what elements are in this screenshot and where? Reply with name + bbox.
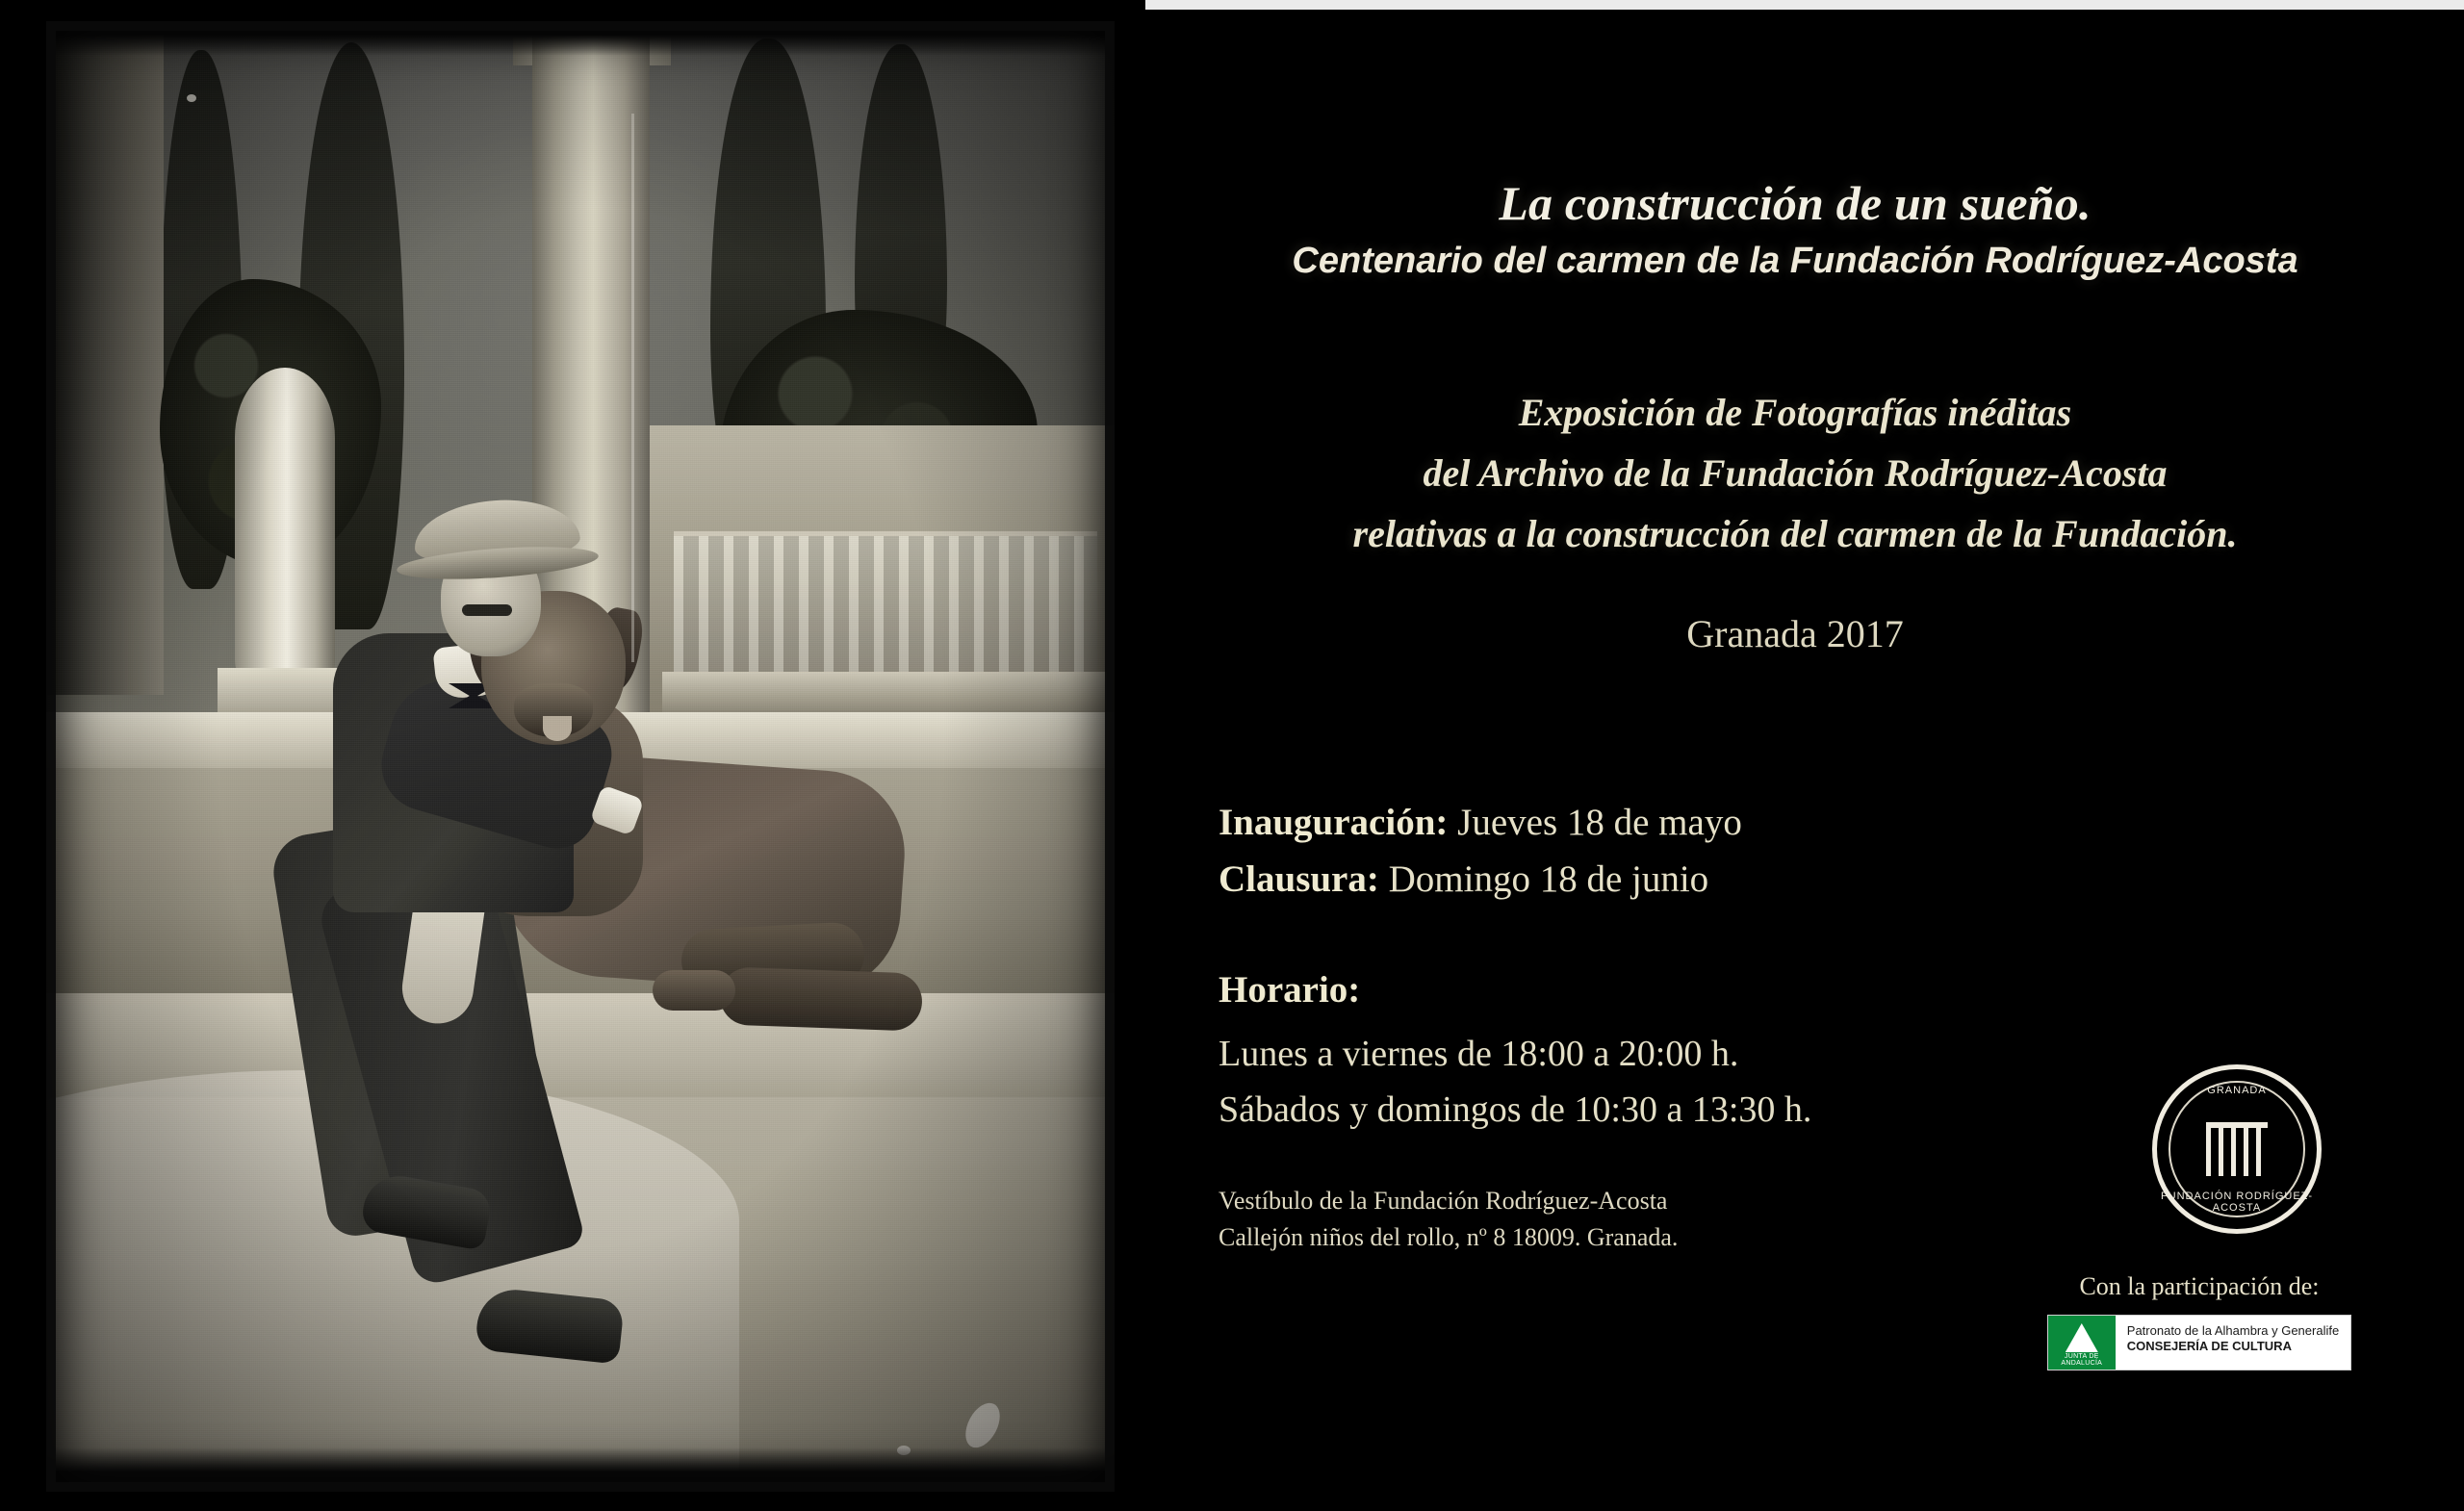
- relief-base: [662, 672, 1107, 714]
- opening-date-row: [1219, 801, 2406, 844]
- closing-date-label: Clausura:: [1219, 858, 1379, 901]
- page-title: La construcción de un sueño.: [1499, 176, 2092, 230]
- description-line: relativas a la construcción del carmen de la Fundación.: [1352, 511, 2238, 555]
- dates-block: [1184, 801, 2406, 901]
- emulsion-edge-top: [46, 21, 1115, 56]
- text-pane: [1145, 0, 2464, 1511]
- plate-defect: [187, 94, 196, 102]
- garden-wall: [46, 21, 164, 695]
- dog-tongue: [543, 716, 572, 741]
- hours-title: Horario:: [1219, 969, 1361, 1012]
- plate-scratch: [631, 114, 634, 662]
- page-subtitle: Centenario del carmen de la Fundación Rodríguez-Acosta: [1292, 241, 2298, 281]
- junta-mark-text: JUNTA DE ANDALUCÍA: [2061, 1353, 2103, 1367]
- opening-date-value: Jueves 18 de mayo: [1457, 802, 1742, 844]
- venue-line: Vestíbulo de la Fundación Rodríguez-Acosta: [1219, 1187, 1668, 1216]
- opening-date-label: Inauguración:: [1219, 802, 1449, 844]
- seal-bottom-text: FUNDACIÓN RODRÍGUEZ-ACOSTA: [2160, 1191, 2314, 1214]
- top-edge-strip: [1145, 0, 2464, 10]
- patronato-line: Patronato de la Alhambra y Generalife: [2126, 1323, 2340, 1338]
- closing-date-value: Domingo 18 de junio: [1388, 858, 1709, 901]
- participation-label: Con la participación de:: [2079, 1272, 2320, 1300]
- participation-block: [1992, 1272, 2406, 1370]
- photo-pane: [0, 0, 1145, 1511]
- hours-line-weekday: Lunes a viernes de 18:00 a 20:00 h.: [1219, 1034, 1739, 1075]
- marble-statue: [235, 368, 335, 685]
- foundation-seal-icon: [2152, 1064, 2322, 1234]
- hours-line-weekend: Sábados y domingos de 10:30 a 13:30 h.: [1219, 1089, 1812, 1131]
- emulsion-edge-bottom: [46, 1447, 1115, 1492]
- seal-top-text: GRANADA: [2207, 1085, 2267, 1096]
- photo-scene: [46, 21, 1115, 1492]
- description-line: del Archivo de la Fundación Rodríguez-Acosta: [1423, 450, 2168, 495]
- junta-de-andalucia-logo: [2047, 1315, 2351, 1370]
- description-line: Exposición de Fotografías inéditas: [1518, 391, 2072, 434]
- carved-relief-frieze: [674, 531, 1097, 682]
- year-label: Granada 2017: [1686, 612, 1904, 656]
- historical-photograph: [46, 21, 1115, 1492]
- arch-shape-icon: [2066, 1323, 2098, 1352]
- dog-leg: [719, 966, 923, 1031]
- dog-paw: [653, 970, 735, 1011]
- consejeria-line: CONSEJERÍA DE CULTURA: [2126, 1339, 2292, 1354]
- description-block: [1184, 390, 2406, 557]
- seal-building-mark-icon: [2206, 1122, 2268, 1176]
- closing-date-row: [1219, 858, 2406, 901]
- street-line: Callejón niños del rollo, nº 8 18009. Granada.: [1219, 1223, 1679, 1252]
- junta-arch-icon: [2048, 1316, 2116, 1370]
- mustache: [462, 604, 512, 616]
- title-block: [1184, 0, 2406, 282]
- junta-text-block: [2116, 1316, 2350, 1370]
